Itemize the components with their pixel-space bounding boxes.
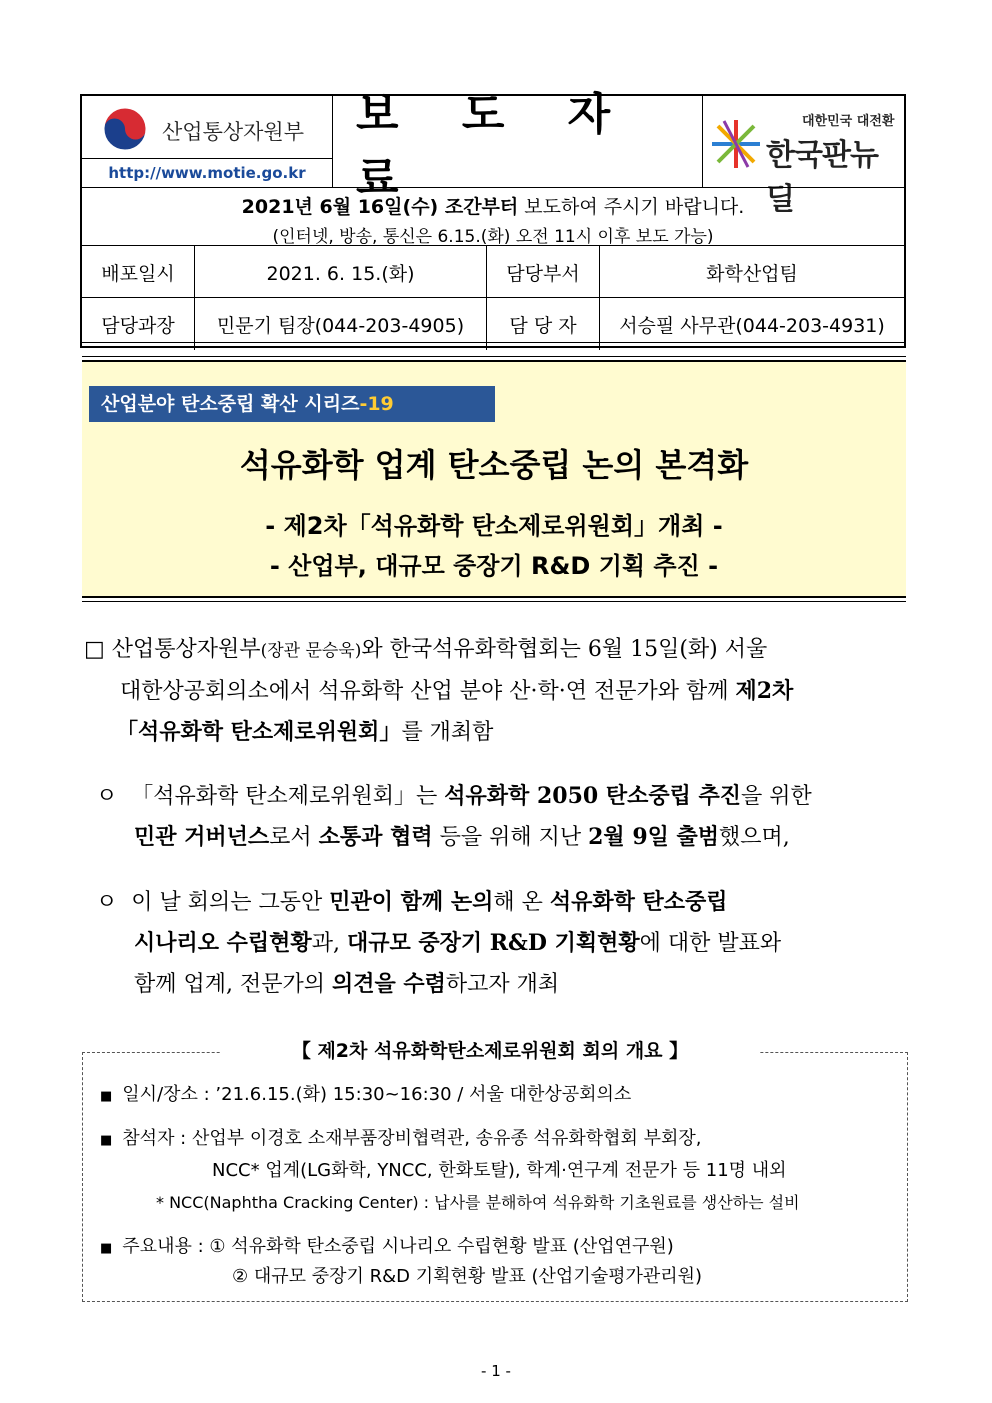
paragraph-2 [96, 776, 916, 858]
p1-line3-bold: 「석유화학 탄소제로위원회」 [116, 719, 402, 745]
doc-type-title: 보 도 자 료 [356, 88, 635, 204]
paragraph-3 [96, 882, 916, 1005]
p3-line2-bold-c: 대규모 중장기 R&D 기획현황 [346, 930, 640, 956]
p3-line1-bold-b: 민관이 함께 논의 [329, 889, 494, 915]
circle-bullet: ㅇ [96, 784, 118, 809]
square-bullet: ■ [100, 1089, 113, 1104]
overview-date-place [100, 1080, 631, 1106]
page-number: - 1 - [481, 1362, 511, 1380]
square-bullet: ■ [100, 1133, 113, 1148]
p2-line2-text-b: 로서 [269, 825, 319, 850]
ncc-note: * NCC(Naphtha Cracking Center) : 납사를 분해하여 석유화학 기초원료를 생산하는 설비 [156, 1193, 800, 1212]
content-line-1: 주요내용 : ① 석유화학 탄소중립 시나리오 수립현황 발표 (산업연구원) [122, 1236, 674, 1257]
ministry-logo-cell [82, 96, 333, 187]
press-release-header [80, 88, 906, 348]
p2-line2-bold-c: 소통과 협력 [318, 824, 433, 850]
contact-label: 담 당 자 [487, 298, 600, 350]
p2-line1-text-c: 을 위한 [741, 784, 812, 809]
p3-line2-bold-a: 시나리오 수립현황 [134, 930, 312, 956]
manager-label: 담당과장 [82, 298, 195, 350]
embargo-note: (인터넷, 방송, 통신은 6.15.(화) 오전 11시 이후 보도 가능) [272, 227, 714, 247]
ministry-name: 산업통상자원부 [162, 120, 305, 144]
dept-value: 화학산업팀 [706, 262, 798, 285]
brand-name: 한국판뉴딜 [766, 138, 878, 217]
dept-label: 담당부서 [487, 246, 600, 298]
p1-line3-text: 를 개최함 [401, 720, 494, 745]
release-date: 2021. 6. 15.(화) [195, 246, 487, 298]
manager-value: 민문기 팀장(044-203-4905) [195, 298, 487, 350]
brand-slogan: 대한민국 대전환 [802, 114, 895, 129]
contact-row [82, 297, 904, 350]
overview-contents [100, 1232, 674, 1258]
p3-line1-bold-d: 석유화학 탄소중립 [549, 889, 728, 915]
p2-line1-text: 「석유화학 탄소제로위원회」는 [131, 784, 445, 809]
headline-title: 석유화학 업계 탄소중립 논의 본격화 [239, 446, 749, 484]
overview-attendees [100, 1124, 702, 1150]
release-label: 배포일시 [82, 246, 195, 298]
headline-subtitle-2: - 산업부, 대규모 중장기 R&D 기획 추진 - [269, 552, 719, 580]
series-label: 산업분야 탄소중립 확산 시리즈 [101, 393, 360, 415]
p2-line2-bold-e: 2월 9일 출범 [588, 824, 720, 850]
date-place-text: 일시/장소 : ’21.6.15.(화) 15:30~16:30 / 서울 대한상공회의소 [122, 1084, 632, 1105]
new-deal-logo-icon [710, 118, 762, 170]
p2-line1-bold: 석유화학 2050 탄소중립 추진 [444, 783, 742, 809]
doc-type-cell [332, 88, 703, 204]
attendees-line-2: NCC* 업계(LG화학, YNCC, 한화토탈), 학계·연구계 전문가 등 11명 내외 [212, 1160, 787, 1181]
headline-subtitle-1: - 제2차「석유화학 탄소제로위원회」개최 - [265, 512, 723, 540]
circle-bullet: ㅇ [96, 890, 118, 915]
square-bullet: ■ [100, 1241, 113, 1256]
brand-cell [702, 96, 904, 217]
p3-line3-text-a: 함께 업계, 전문가의 [134, 972, 332, 997]
content-line-2: ② 대규모 중장기 R&D 기획현황 발표 (산업기술평가관리원) [232, 1266, 703, 1287]
embargo-notice [82, 187, 904, 246]
paragraph-1 [84, 630, 914, 753]
release-row [82, 245, 904, 298]
p3-line3-text-c: 하고자 개최 [445, 972, 560, 997]
embargo-text: 보도하여 주시기 바랍니다. [518, 196, 745, 218]
p3-line1-text-a: 이 날 회의는 그동안 [131, 890, 330, 915]
headline-box [82, 360, 906, 598]
series-number: -19 [359, 393, 394, 415]
embargo-date: 2021년 6월 16일(수) 조간부터 [241, 196, 519, 218]
p1-minister: (장관 문승욱) [260, 641, 362, 661]
p2-line2-text-f: 했으며, [719, 825, 790, 850]
contact-value: 서승필 사무관(044-203-4931) [619, 314, 885, 337]
p3-line1-text-c: 해 온 [493, 890, 550, 915]
p3-line3-bold-b: 의견을 수렴 [332, 971, 446, 997]
p1-text-a: 산업통상자원부 [111, 637, 261, 662]
ministry-emblem-icon [102, 106, 148, 152]
p1-line2-bold: 제2차 [735, 678, 794, 704]
p3-line2-text-d: 에 대한 발표와 [639, 931, 782, 956]
ministry-url-link[interactable]: http://www.motie.go.kr [82, 158, 332, 187]
series-tag [89, 386, 495, 422]
p1-line2-text: 대한상공회의소에서 석유화학 산업 분야 산·학·연 전문가와 함께 [120, 679, 736, 704]
attendees-line-1: 참석자 : 산업부 이경호 소재부품장비협력관, 송유종 석유화학협회 부회장, [122, 1128, 702, 1149]
p2-line2-bold-a: 민관 거버넌스 [134, 824, 270, 850]
overview-title: 【 제2차 석유화학탄소제로위원회 회의 개요 】 [220, 1036, 760, 1066]
p3-line2-text-b: 과, [311, 931, 347, 956]
p2-line2-text-d: 등을 위해 지난 [432, 825, 589, 850]
square-bullet: □ [84, 637, 105, 662]
p1-text-c: 와 한국석유화학협회는 6월 15일(화) 서울 [361, 637, 768, 662]
